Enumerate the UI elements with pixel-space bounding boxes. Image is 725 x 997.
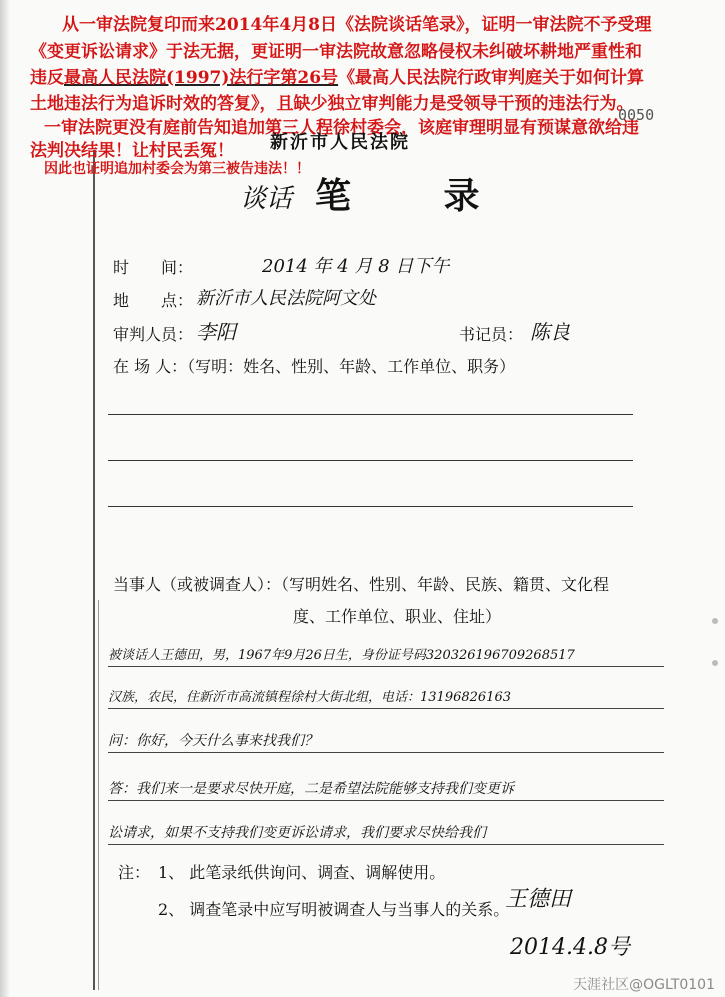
ruled-line-5 [108,844,664,845]
judge-value: 李阳 [196,320,236,344]
ruled-line-1 [108,666,664,667]
annotation-line-6: 法判决结果！让村民丢冤！ [30,141,234,161]
annotation-line-3 [30,63,644,88]
title-handwritten: 谈话 [240,184,293,214]
notes-label: 注： [118,863,151,882]
place-label: 地 点： [113,291,194,310]
blank-line-2 [108,460,633,461]
annotation-line-2: 《变更诉讼请求》于法无据，更证明一审法院故意忽略侵权未纠破坏耕地严重性和 [30,42,642,62]
scan-shadow [0,0,10,997]
signature-name: 王德田 [505,887,572,912]
blank-line-3 [108,506,633,507]
judge-label: 审判人员： [113,325,194,344]
ruled-line-4 [108,800,664,801]
time-value: 2014 年 4 月 8 日下午 [262,256,450,277]
annotation-line-1: 从一审法院复印而来2014年4月8日《法院谈话笔录》，证明一审法院不予受理 [62,15,652,35]
document-title: 笔 录 [315,175,520,217]
present-label: 在 场 人：（写明：姓名、性别、年龄、工作单位、职务） [113,357,516,376]
annotation-line-7: 因此也证明追加村委会为第三被告违法！！ [44,161,310,177]
annotation-line-3-post: 《最高人民法院行政审判庭关于如何计算 [338,68,645,88]
record-line-4: 答：我们来一是要求尽快开庭，二是希望法院能够支持我们变更诉 [108,781,514,797]
annotation-line-3-underlined: 最高人民法院(1997)法行字第26号 [64,68,339,88]
record-line-1: 被谈话人王德田，男，1967年9月26日生，身份证号码320326196709268517 [108,648,575,663]
signature-date: 2014.4.8号 [510,935,630,960]
court-name: 新沂市人民法院 [270,132,410,153]
punch-hole-1 [712,618,718,624]
annotation-line-4: 土地违法行为追诉时效的答复》，且缺少独立审判能力是受领导干预的违法行为。 [30,94,634,114]
place-value: 新沂市人民法院阿文处 [196,288,376,309]
stamp-number: 0050 [618,106,655,124]
binding-line [93,150,95,990]
watermark: 天涯社区@OGLT0101 [573,977,715,993]
clerk-value: 陈良 [530,320,570,344]
record-line-5: 讼请求，如果不支持我们变更诉讼请求，我们要求尽快给我们 [108,825,486,841]
annotation-line-5: 一审法院更没有庭前告知追加第三人程徐村委会，该庭审理明显有预谋意欲给违 [44,118,639,138]
annotation-line-3-pre: 违反 [30,68,64,88]
record-line-2: 汉族，农民，住新沂市高流镇程徐村大街北组，电话：13196826163 [108,690,511,705]
blank-line-1 [108,414,633,415]
ruled-line-2 [108,708,664,709]
punch-hole-2 [712,660,718,666]
record-line-3: 问：你好，今天什么事来找我们？ [108,733,318,749]
party-label-line-1: 当事人（或被调查人）：（写明姓名、性别、年龄、民族、籍贯、文化程 [113,575,610,594]
ruled-line-3 [108,752,664,753]
clerk-label: 书记员： [459,325,524,344]
note-2: 2、 调查笔录中应写明被调查人与当事人的关系。 [158,900,510,919]
time-label: 时 间： [113,258,194,277]
note-1: 1、 此笔录纸供询问、调查、调解使用。 [158,863,446,882]
party-label-line-2: 度、工作单位、职业、住址） [293,607,502,626]
binding-line-secondary [98,600,99,990]
